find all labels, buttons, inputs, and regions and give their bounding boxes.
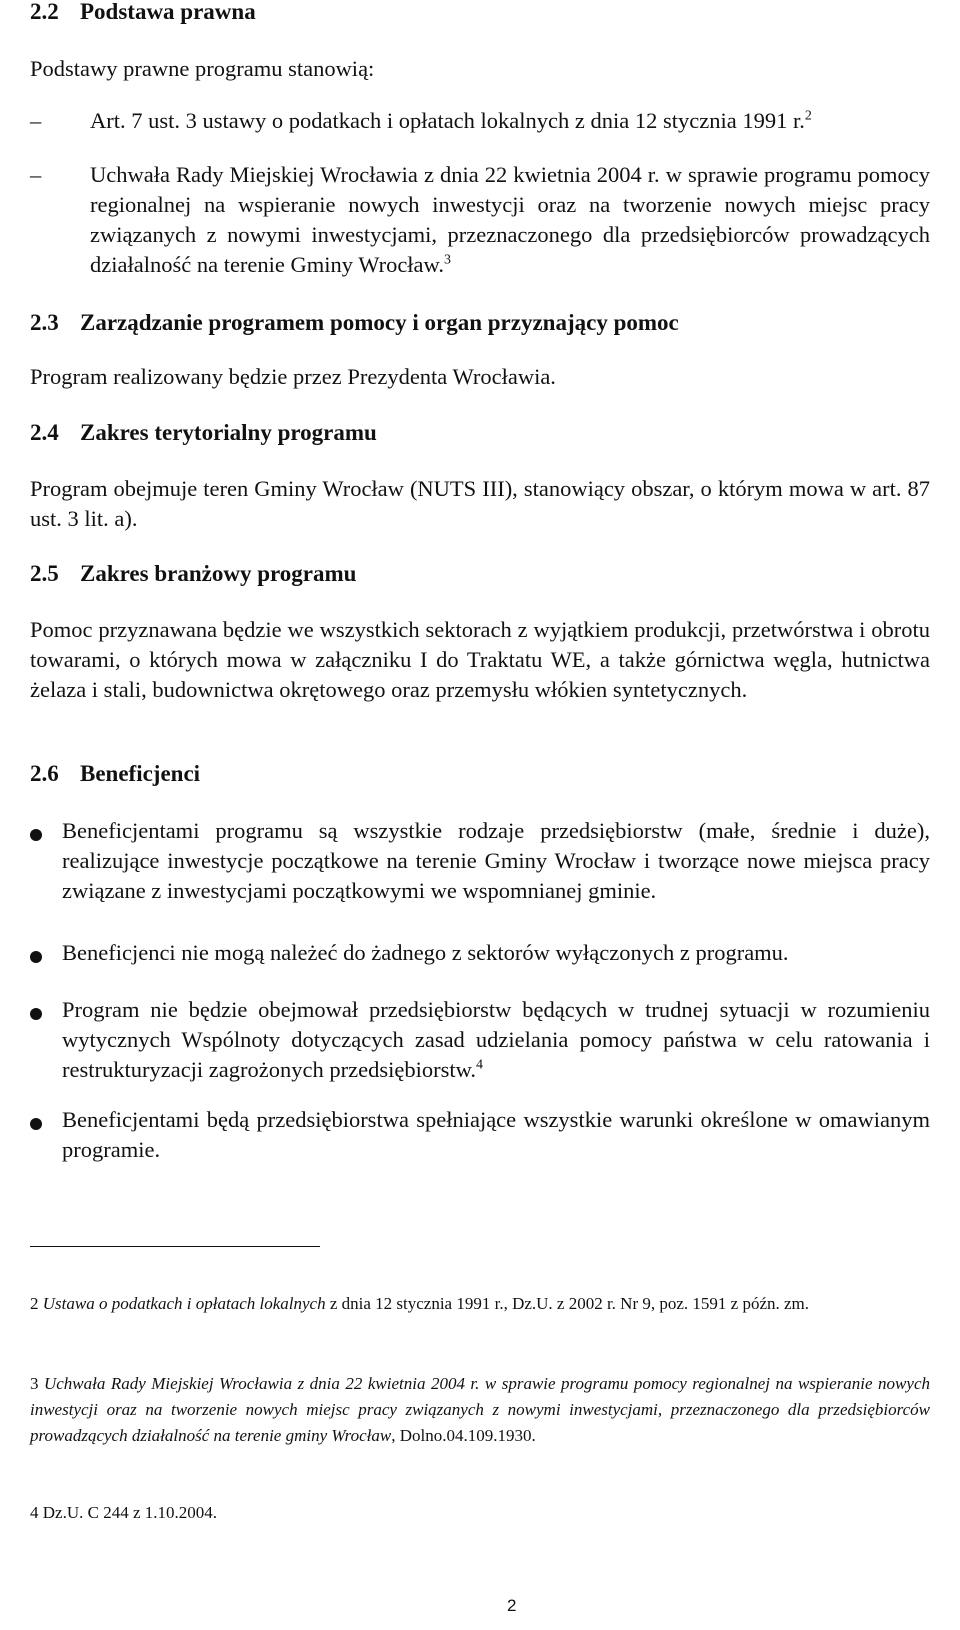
section-title: Zarządzanie programem pomocy i organ przyznający pomoc	[80, 310, 679, 335]
page-number: 2	[507, 1596, 517, 1615]
footnote-number: 4	[30, 1503, 39, 1522]
list-item	[62, 938, 930, 968]
section-title: Podstawa prawna	[80, 0, 256, 24]
section-title: Zakres terytorialny programu	[80, 420, 377, 445]
bullet-icon	[30, 951, 42, 963]
section-heading-2-5	[30, 560, 356, 588]
footnote-italic: Uchwała Rady Miejskiej Wrocławia z dnia 22 kwietnia 2004 r. w sprawie programu pomocy regionalnej na wspieranie nowych inwestycji oraz na tworzenie nowych miejsc pracy związanych z nowymi inwestycjami, przeznaczonego dla przedsiębiorców prowadzących działalność na terenie gminy Wrocław	[30, 1374, 930, 1445]
section-text: Program realizowany będzie przez Prezydenta Wrocławia.	[30, 364, 556, 389]
bullet-icon	[30, 1118, 42, 1130]
list-item	[62, 995, 930, 1085]
section-intro: Podstawy prawne programu stanowią:	[30, 56, 375, 81]
footnote-text: z dnia 12 stycznia 1991 r., Dz.U. z 2002 r. Nr 9, poz. 1591 z późn. zm.	[325, 1294, 810, 1313]
section-title: Zakres branżowy programu	[80, 561, 357, 586]
footnote	[30, 1500, 930, 1526]
item-text: Uchwała Rady Miejskiej Wrocławia z dnia 22 kwietnia 2004 r. w sprawie programu pomocy regionalnej na wspieranie nowych inwestycji oraz na tworzenie nowych miejsc pracy związanych z nowymi inwestycjami, przeznaczonego dla przedsiębiorców prowadzących działalność na terenie Gminy Wrocław.	[90, 162, 930, 277]
item-text: Beneficjentami będą przedsiębiorstwa spełniające wszystkie warunki określone w omawianym programie.	[62, 1107, 930, 1162]
section-number: 2.5	[30, 561, 59, 586]
footnote-number: 2	[30, 1294, 39, 1313]
footnote-text: , Dolno.04.109.1930.	[391, 1426, 536, 1445]
footnote-italic: Ustawa o podatkach i opłatach lokalnych	[42, 1294, 326, 1313]
legal-basis-item	[90, 160, 930, 280]
section-heading-2-2	[30, 0, 256, 26]
section-number: 2.2	[30, 0, 59, 24]
bullet-icon	[30, 1008, 42, 1020]
footnote	[30, 1371, 930, 1449]
section-heading-2-6	[30, 760, 200, 788]
bullet-icon	[30, 829, 42, 841]
footnote-separator	[30, 1246, 320, 1247]
section-heading-2-3	[30, 309, 679, 337]
section-number: 2.6	[30, 761, 59, 786]
section-heading-2-4	[30, 419, 377, 447]
footnote-ref[interactable]: 3	[443, 252, 451, 268]
dash-marker: –	[30, 108, 42, 133]
list-item	[62, 816, 930, 906]
legal-basis-item	[90, 106, 930, 136]
item-text: Beneficjenci nie mogą należeć do żadnego z sektorów wyłączonych z programu.	[62, 940, 789, 965]
section-text: Pomoc przyznawana będzie we wszystkich sektorach z wyjątkiem produkcji, przetwórstwa i obrotu towarami, o których mowa w załączniku I do Traktatu WE, a także górnictwa węgla, hutnictwa żelaza i stali, budownictwa okrętowego oraz przemysłu włókien syntetycznych.	[30, 617, 930, 702]
list-item	[62, 1105, 930, 1165]
section-title: Beneficjenci	[80, 761, 201, 786]
item-text: Art. 7 ust. 3 ustawy o podatkach i opłatach lokalnych z dnia 12 stycznia 1991 r.	[90, 108, 805, 133]
footnote-text: Dz.U. C 244 z 1.10.2004.	[42, 1503, 217, 1522]
footnote-ref[interactable]: 2	[804, 108, 812, 124]
item-text: Program nie będzie obejmował przedsiębiorstw będących w trudnej sytuacji w rozumieniu wytycznych Wspólnoty dotyczących zasad udzielania pomocy państwa w celu ratowania i restrukturyzacji zagrożonych przedsiębiorstw.	[62, 997, 930, 1082]
item-text: Beneficjentami programu są wszystkie rodzaje przedsiębiorstw (małe, średnie i duże), realizujące inwestycje początkowe na terenie Gminy Wrocław i tworzące nowe miejsca pracy związane z inwestycjami początkowymi we wspomnianej gminie.	[62, 818, 930, 903]
footnote-number: 3	[30, 1374, 39, 1393]
section-number: 2.4	[30, 420, 59, 445]
dash-marker: –	[30, 162, 42, 187]
footnote-ref[interactable]: 4	[476, 1057, 483, 1073]
section-number: 2.3	[30, 310, 59, 335]
footnote	[30, 1291, 930, 1317]
section-text: Program obejmuje teren Gminy Wrocław (NUTS III), stanowiący obszar, o którym mowa w art. 87 ust. 3 lit. a).	[30, 476, 930, 531]
